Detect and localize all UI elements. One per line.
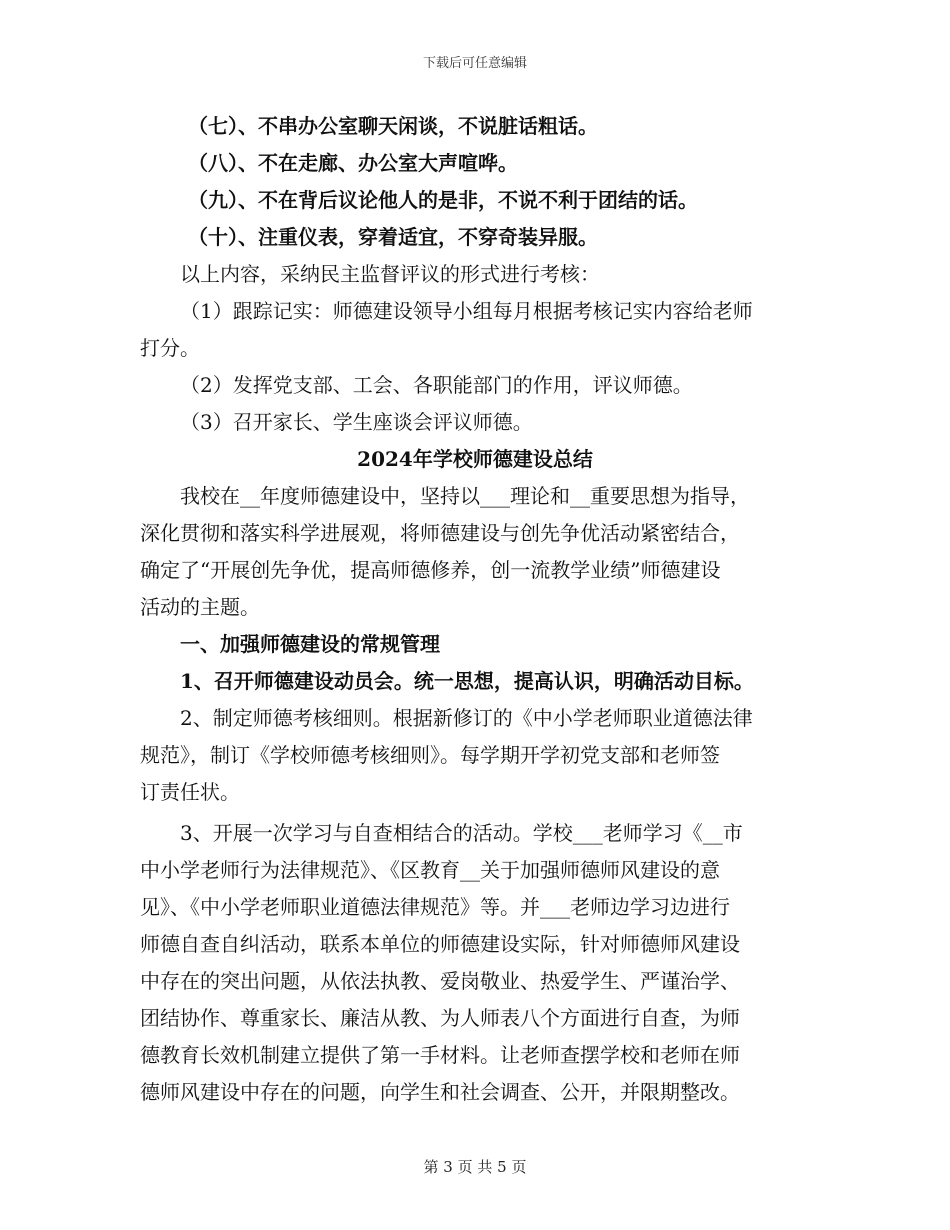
rule-7: （七）、不串办公室聊天闲谈，不说脏话粗话。 [188, 114, 598, 138]
method-3: （3）召开家长、学生座谈会评议师德。 [180, 410, 533, 434]
page-header: 下载后可任意编辑 [422, 56, 527, 71]
document-body [140, 108, 810, 1111]
rule-8: （八）、不在走廊、办公室大声喧哗。 [188, 151, 518, 175]
paragraph-1-line-1: 我校在__年度师德建设中，坚持以___理论和__重要思想为指导， [180, 484, 750, 508]
assessment-intro: 以上内容，采纳民主监督评议的形式进行考核： [180, 262, 600, 286]
method-1-line-1: （1）跟踪记实：师德建设领导小组每月根据考核记实内容给老师 [180, 299, 753, 323]
rule-9: （九）、不在背后议论他人的是非，不说不利于团结的话。 [188, 188, 698, 212]
paragraph-1-line-3: 确定了“开展创先争优，提高师德修养，创一流教学业绩”师德建设 [140, 558, 721, 582]
item-2-line-2: 规范》，制订《学校师德考核细则》。每学期开学初党支部和老师签 [140, 743, 720, 767]
item-3-line-1: 3、开展一次学习与自查相结合的活动。学校___老师学习《__市 [180, 821, 743, 845]
item-3-line-8: 德师风建设中存在的问题，向学生和社会调查、公开，并限期整改。 [140, 1080, 740, 1104]
method-2: （2）发挥党支部、工会、各职能部门的作用，评议师德。 [180, 373, 693, 397]
rule-10: （十）、注重仪表，穿着适宜，不穿奇装异服。 [188, 225, 598, 249]
item-3-line-7: 德教育长效机制建立提供了第一手材料。让老师查摆学校和老师在师 [140, 1043, 740, 1067]
paragraph-1-line-2: 深化贯彻和落实科学进展观，将师德建设与创先争优活动紧密结合， [140, 521, 740, 545]
item-3-line-4: 师德自查自纠活动，联系本单位的师德建设实际，针对师德师风建设 [140, 932, 740, 956]
item-3-line-6: 团结协作、尊重家长、廉洁从教、为人师表八个方面进行自查，为师 [140, 1006, 740, 1030]
page-footer: 第 3 页 共 5 页 [423, 1158, 527, 1176]
method-1-line-2: 打分。 [140, 336, 200, 360]
item-3-line-2: 中小学老师行为法律规范》、《区教育__关于加强师德师风建设的意 [140, 858, 720, 882]
item-3-line-3: 见》、《中小学老师职业道德法律规范》等。并___老师边学习边进行 [140, 895, 730, 919]
item-2-line-1: 2、制定师德考核细则。根据新修订的《中小学老师职业道德法律 [180, 706, 753, 730]
summary-title: 2024年学校师德建设总结 [357, 447, 593, 471]
item-1: 1、召开师德建设动员会。统一思想，提高认识，明确活动目标。 [180, 669, 754, 693]
paragraph-1-line-4: 活动的主题。 [140, 595, 260, 619]
section-heading-1: 一、加强师德建设的常规管理 [180, 632, 440, 656]
item-3-line-5: 中存在的突出问题，从依法执教、爱岗敬业、热爱学生、严谨治学、 [140, 969, 740, 993]
item-2-line-3: 订责任状。 [140, 780, 240, 804]
